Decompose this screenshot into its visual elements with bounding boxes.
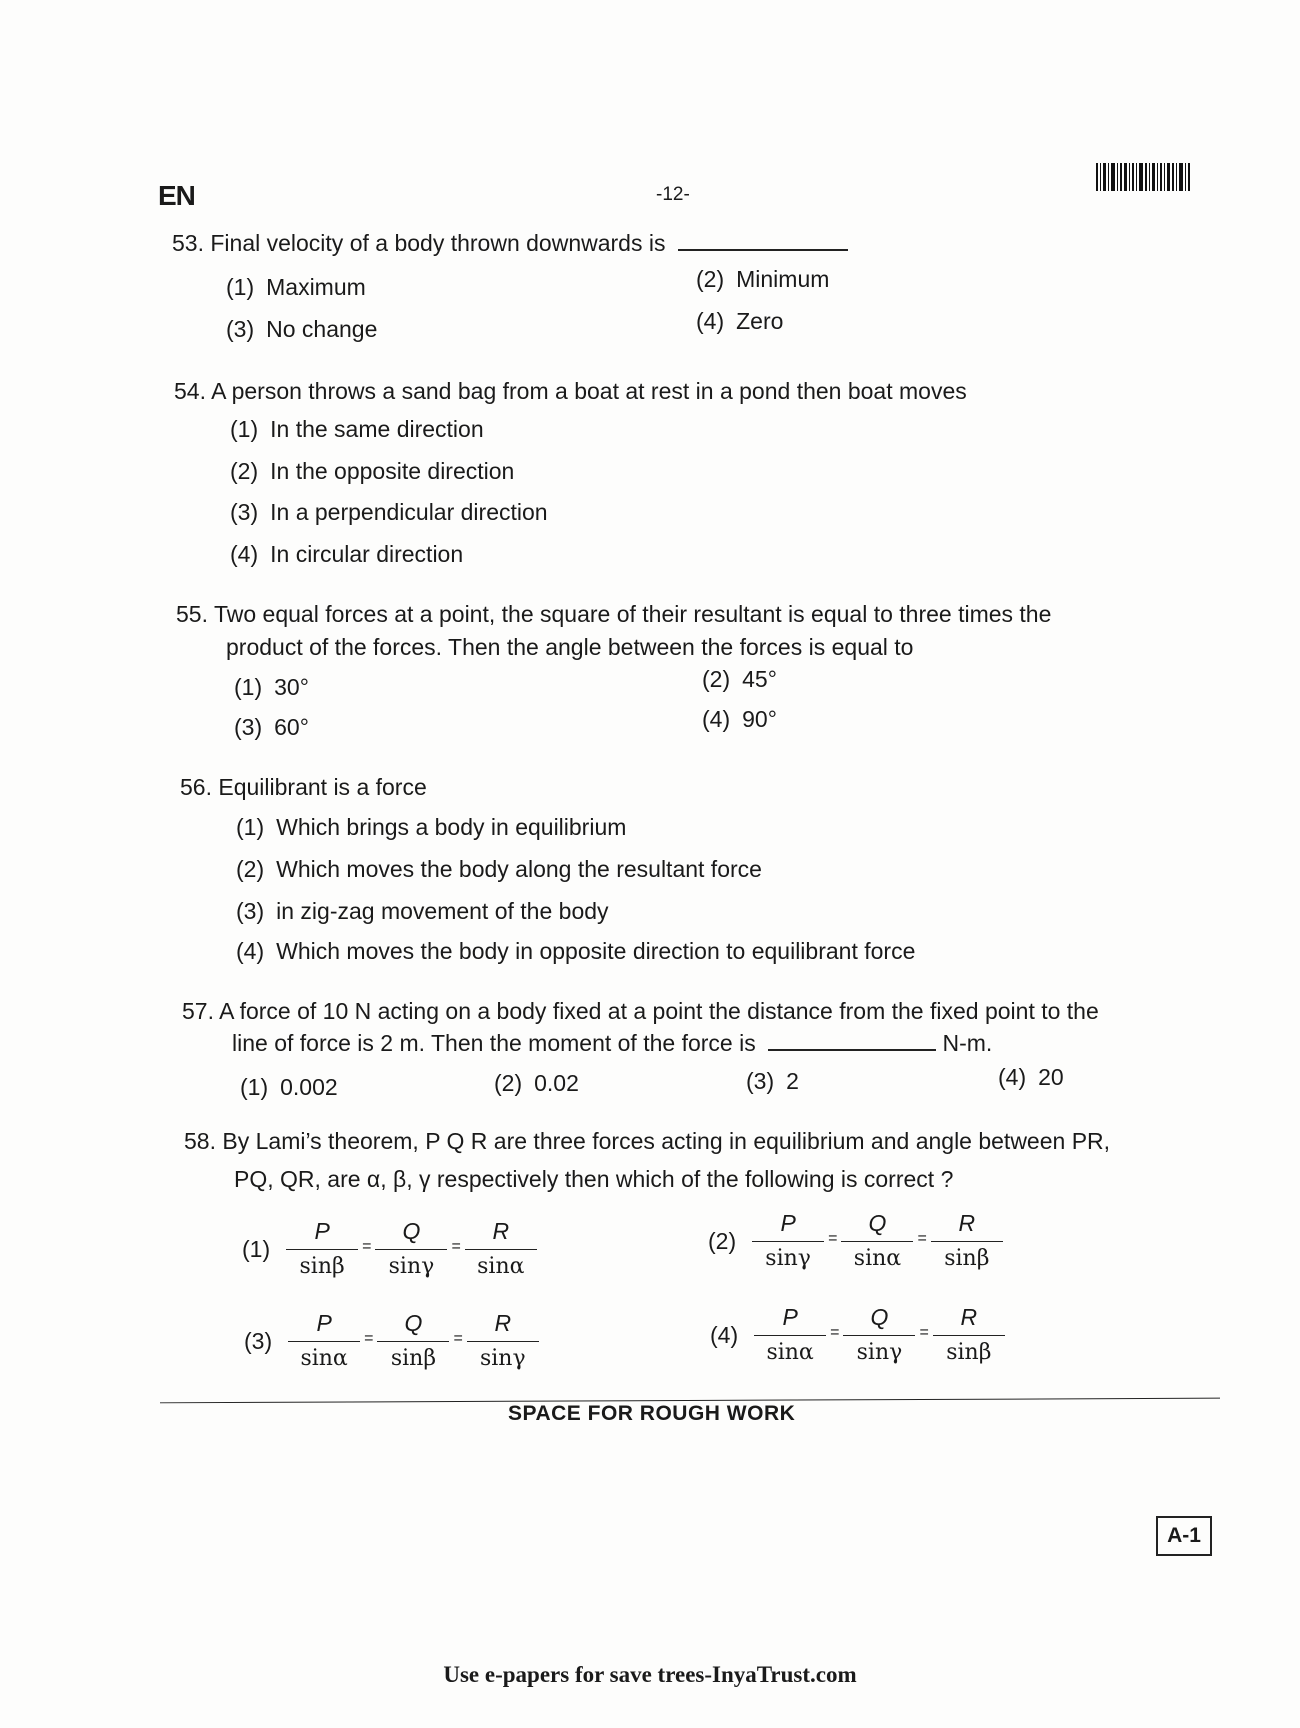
question-text: Two equal forces at a point, the square of their resultant is equal to three times the — [213, 601, 1052, 627]
option[interactable]: (3) in zig-zag movement of the body — [236, 898, 609, 924]
question-number: 53. — [172, 230, 204, 256]
question-55-line-2: product of the forces. Then the angle between the forces is equal to — [226, 634, 914, 660]
option[interactable]: (3) In a perpendicular direction — [230, 499, 548, 525]
question-57 — [182, 1000, 1099, 1023]
fraction: $\frac{P}{\sin\beta}$ — [286, 1220, 358, 1278]
option[interactable]: (4) Which moves the body in opposite direction to equilibrant force — [236, 938, 916, 964]
unit-label: N-m. — [942, 1030, 993, 1056]
question-text: By Lami’s theorem, P Q R are three forces acting in equilibrium and angle between PR, — [222, 1128, 1111, 1154]
option[interactable]: (3) No change — [226, 316, 378, 342]
fraction: $\frac{P}{\sin\alpha}$ — [288, 1312, 360, 1370]
option[interactable]: (1) 0.002 — [240, 1074, 338, 1100]
question-text: A person throws a sand bag from a boat at rest in a pond then boat moves — [211, 378, 967, 404]
question-number: 54. — [174, 378, 206, 404]
question-number: 55. — [176, 601, 208, 627]
fraction: $\frac{Q}{\sin\gamma}$ — [843, 1306, 915, 1364]
option[interactable]: (3) 60° — [234, 714, 309, 740]
page-number: -12- — [656, 184, 690, 205]
option[interactable]: (3) 2 — [746, 1068, 799, 1094]
option[interactable]: (4) 90° — [702, 706, 777, 732]
question-text: Final velocity of a body thrown downwards is — [210, 230, 666, 256]
barcode-icon — [1096, 163, 1196, 191]
option[interactable]: (4) 20 — [998, 1064, 1064, 1090]
fraction: $\frac{Q}{\sin\beta}$ — [377, 1312, 449, 1370]
option[interactable]: (4) In circular direction — [230, 541, 464, 567]
fraction: $\frac{R}{\sin\beta}$ — [931, 1212, 1003, 1270]
option[interactable]: (2) In the opposite direction — [230, 458, 515, 484]
fraction: $\frac{P}{\sin\alpha}$ — [754, 1306, 826, 1364]
option[interactable]: (4) Zero — [696, 308, 784, 334]
question-57-line-2: line of force is 2 m. Then the moment of the force is N-m. — [232, 1030, 993, 1056]
option[interactable]: (2) Which moves the body along the resultant force — [236, 856, 762, 882]
option[interactable]: (4) $\frac{P}{\sin\alpha}$ = $\frac{Q}{\sin\gamma}$ = $\frac{R}{\sin\beta}$ — [710, 1306, 1005, 1364]
option[interactable]: (2) $\frac{P}{\sin\gamma}$ = $\frac{Q}{\sin\alpha}$ = $\frac{R}{\sin\beta}$ — [708, 1212, 1003, 1270]
question-number: 58. — [184, 1128, 216, 1154]
language-label: EN — [158, 180, 195, 211]
question-53 — [172, 232, 848, 255]
option[interactable]: (1) Which brings a body in equilibrium — [236, 814, 627, 840]
option[interactable]: (1) $\frac{P}{\sin\beta}$ = $\frac{Q}{\sin\gamma}$ = $\frac{R}{\sin\alpha}$ — [242, 1220, 537, 1278]
question-number: 57. — [182, 998, 214, 1024]
option[interactable]: (1) In the same direction — [230, 416, 484, 442]
fraction: $\frac{P}{\sin\gamma}$ — [752, 1212, 824, 1270]
option[interactable]: (3) $\frac{P}{\sin\alpha}$ = $\frac{Q}{\sin\beta}$ = $\frac{R}{\sin\gamma}$ — [244, 1312, 539, 1370]
question-56 — [180, 776, 427, 799]
fraction: $\frac{R}{\sin\beta}$ — [933, 1306, 1005, 1364]
option[interactable]: (2) 45° — [702, 666, 777, 692]
option[interactable]: (1) Maximum — [226, 274, 366, 300]
answer-blank — [768, 1047, 936, 1051]
fraction: $\frac{R}{\sin\alpha}$ — [465, 1220, 537, 1278]
question-58 — [184, 1130, 1110, 1153]
question-58-line-2: PQ, QR, are α, β, γ respectively then which of the following is correct ? — [234, 1166, 954, 1192]
paper-code-box: A-1 — [1156, 1516, 1212, 1556]
question-text: Equilibrant is a force — [218, 774, 427, 800]
question-55 — [176, 603, 1051, 626]
fraction: $\frac{Q}{\sin\alpha}$ — [841, 1212, 913, 1270]
option[interactable]: (2) 0.02 — [494, 1070, 579, 1096]
question-text: A force of 10 N acting on a body fixed at a point the distance from the fixed point to the — [219, 998, 1099, 1024]
option[interactable]: (1) 30° — [234, 674, 309, 700]
fraction: $\frac{Q}{\sin\gamma}$ — [375, 1220, 447, 1278]
footer-text: Use e-papers for save trees-InyaTrust.com — [443, 1662, 857, 1687]
question-54 — [174, 380, 967, 403]
option[interactable]: (2) Minimum — [696, 266, 830, 292]
fraction: $\frac{R}{\sin\gamma}$ — [467, 1312, 539, 1370]
question-number: 56. — [180, 774, 212, 800]
answer-blank — [678, 247, 848, 251]
rough-work-label: SPACE FOR ROUGH WORK — [508, 1402, 796, 1425]
